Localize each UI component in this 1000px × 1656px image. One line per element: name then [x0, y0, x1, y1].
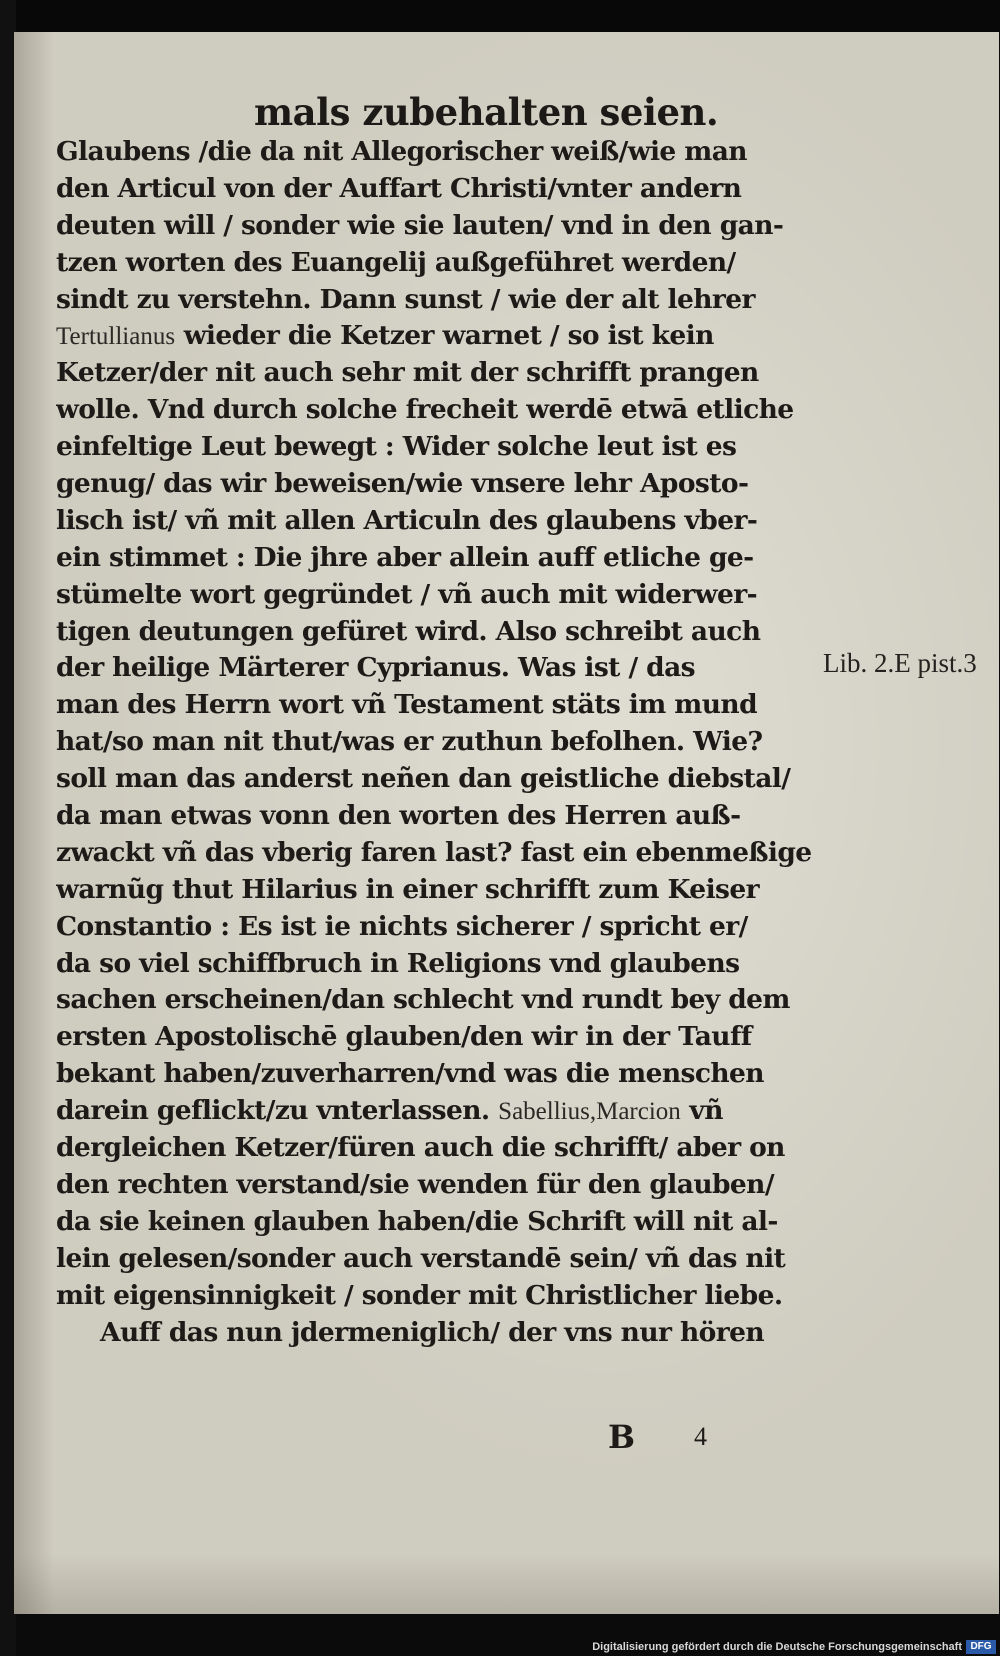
text-line: ersten Apostolischē glauben/den wir in der Tauff: [56, 1021, 752, 1053]
page-heading: mals zubehalten seien.: [254, 90, 719, 134]
text-line: Auff das nun jdermeniglich/ der vns nur hören: [100, 1316, 765, 1348]
book-page: [14, 32, 999, 1614]
text-line: tigen deutungen gefüret wird. Also schreibt auch: [56, 615, 761, 647]
text-line: da man etwas vonn den worten des Herren auß-: [56, 800, 741, 832]
digitization-credit: Digitalisierung gefördert durch die Deutsche Forschungsgemeinschaft: [592, 1641, 962, 1653]
text-line: warnũg thut Hilarius in einer schrifft zum Keiser: [56, 873, 759, 905]
text-line: [56, 1093, 816, 1130]
text-line: sachen erscheinen/dan schlecht vnd rundt bey dem: [56, 984, 790, 1016]
text-line: stümelte wort gegründet / vñ auch mit widerwer-: [56, 578, 758, 610]
text-line: dergleichen Ketzer/füren auch die schrifft/ aber on: [56, 1132, 785, 1164]
text-line: lein gelesen/sonder auch verstandē sein/ vñ das nit: [56, 1242, 786, 1274]
text-line: bekant haben/zuverharren/vnd was die menschen: [56, 1058, 764, 1090]
text-line: lisch ist/ vñ mit allen Articuln des glaubens vber-: [56, 504, 758, 536]
text-line: Ketzer/der nit auch sehr mit der schrifft prangen: [56, 357, 759, 389]
text-line: zwackt vñ das vberig faren last? fast ein ebenmeßige: [56, 836, 812, 868]
text-line-fragment: darein geflickt/zu vnterlassen.: [56, 1095, 490, 1127]
text-line: man des Herrn wort vñ Testament stäts im mund: [56, 689, 758, 721]
text-line: deuten will / sonder wie sie lauten/ vnd in den gan-: [56, 209, 784, 241]
margin-note: Lib. 2.E pist.3: [823, 648, 977, 678]
text-line: der heilige Märterer Cyprianus. Was ist / das: [56, 652, 695, 684]
text-line: wolle. Vnd durch solche frecheit werdē etwā etliche: [56, 394, 794, 426]
antiqua-name-sabellius-marcion: Sabellius,Marcion: [498, 1098, 681, 1126]
text-line: [56, 318, 816, 355]
text-line: Glaubens /die da nit Allegorischer weiß/wie man: [56, 136, 747, 167]
signature-mark: B: [608, 1418, 636, 1456]
text-line: mit eigensinnigkeit / sonder mit Christlicher liebe.: [56, 1279, 783, 1311]
dfg-logo: DFG: [966, 1640, 996, 1654]
scan-top-border: [0, 0, 1000, 34]
text-line: sindt zu verstehn. Dann sunst / wie der alt lehrer: [56, 283, 755, 315]
text-line: den rechten verstand/sie wenden für den glauben/: [56, 1168, 774, 1200]
text-line-fragment: wieder die Ketzer warnet / so ist kein: [183, 320, 714, 352]
text-line-fragment: vñ: [689, 1095, 723, 1127]
text-line: da so viel schiffbruch in Religions vnd glaubens: [56, 947, 740, 979]
text-line: einfeltige Leut bewegt : Wider solche leut ist es: [56, 431, 737, 463]
text-line: genug/ das wir beweisen/wie vnsere lehr Aposto-: [56, 468, 749, 500]
text-line: soll man das anderst neñen dan geistliche diebstal/: [56, 763, 791, 795]
text-line: hat/so man nit thut/was er zuthun befolhen. Wie?: [56, 726, 763, 758]
text-line: tzen worten des Euangelij außgeführet werden/: [56, 246, 736, 278]
text-line: da sie keinen glauben haben/die Schrift will nit al-: [56, 1205, 778, 1237]
text-line: den Articul von der Auffart Christi/vnter andern: [56, 172, 742, 204]
body-text: [56, 134, 816, 1351]
page-number: 4: [694, 1422, 707, 1451]
antiqua-name-tertullianus: Tertullianus: [56, 323, 176, 351]
text-line: ein stimmet : Die jhre aber allein auff etliche ge-: [56, 541, 754, 573]
text-line: Constantio : Es ist ie nichts sicherer / spricht er/: [56, 910, 748, 942]
